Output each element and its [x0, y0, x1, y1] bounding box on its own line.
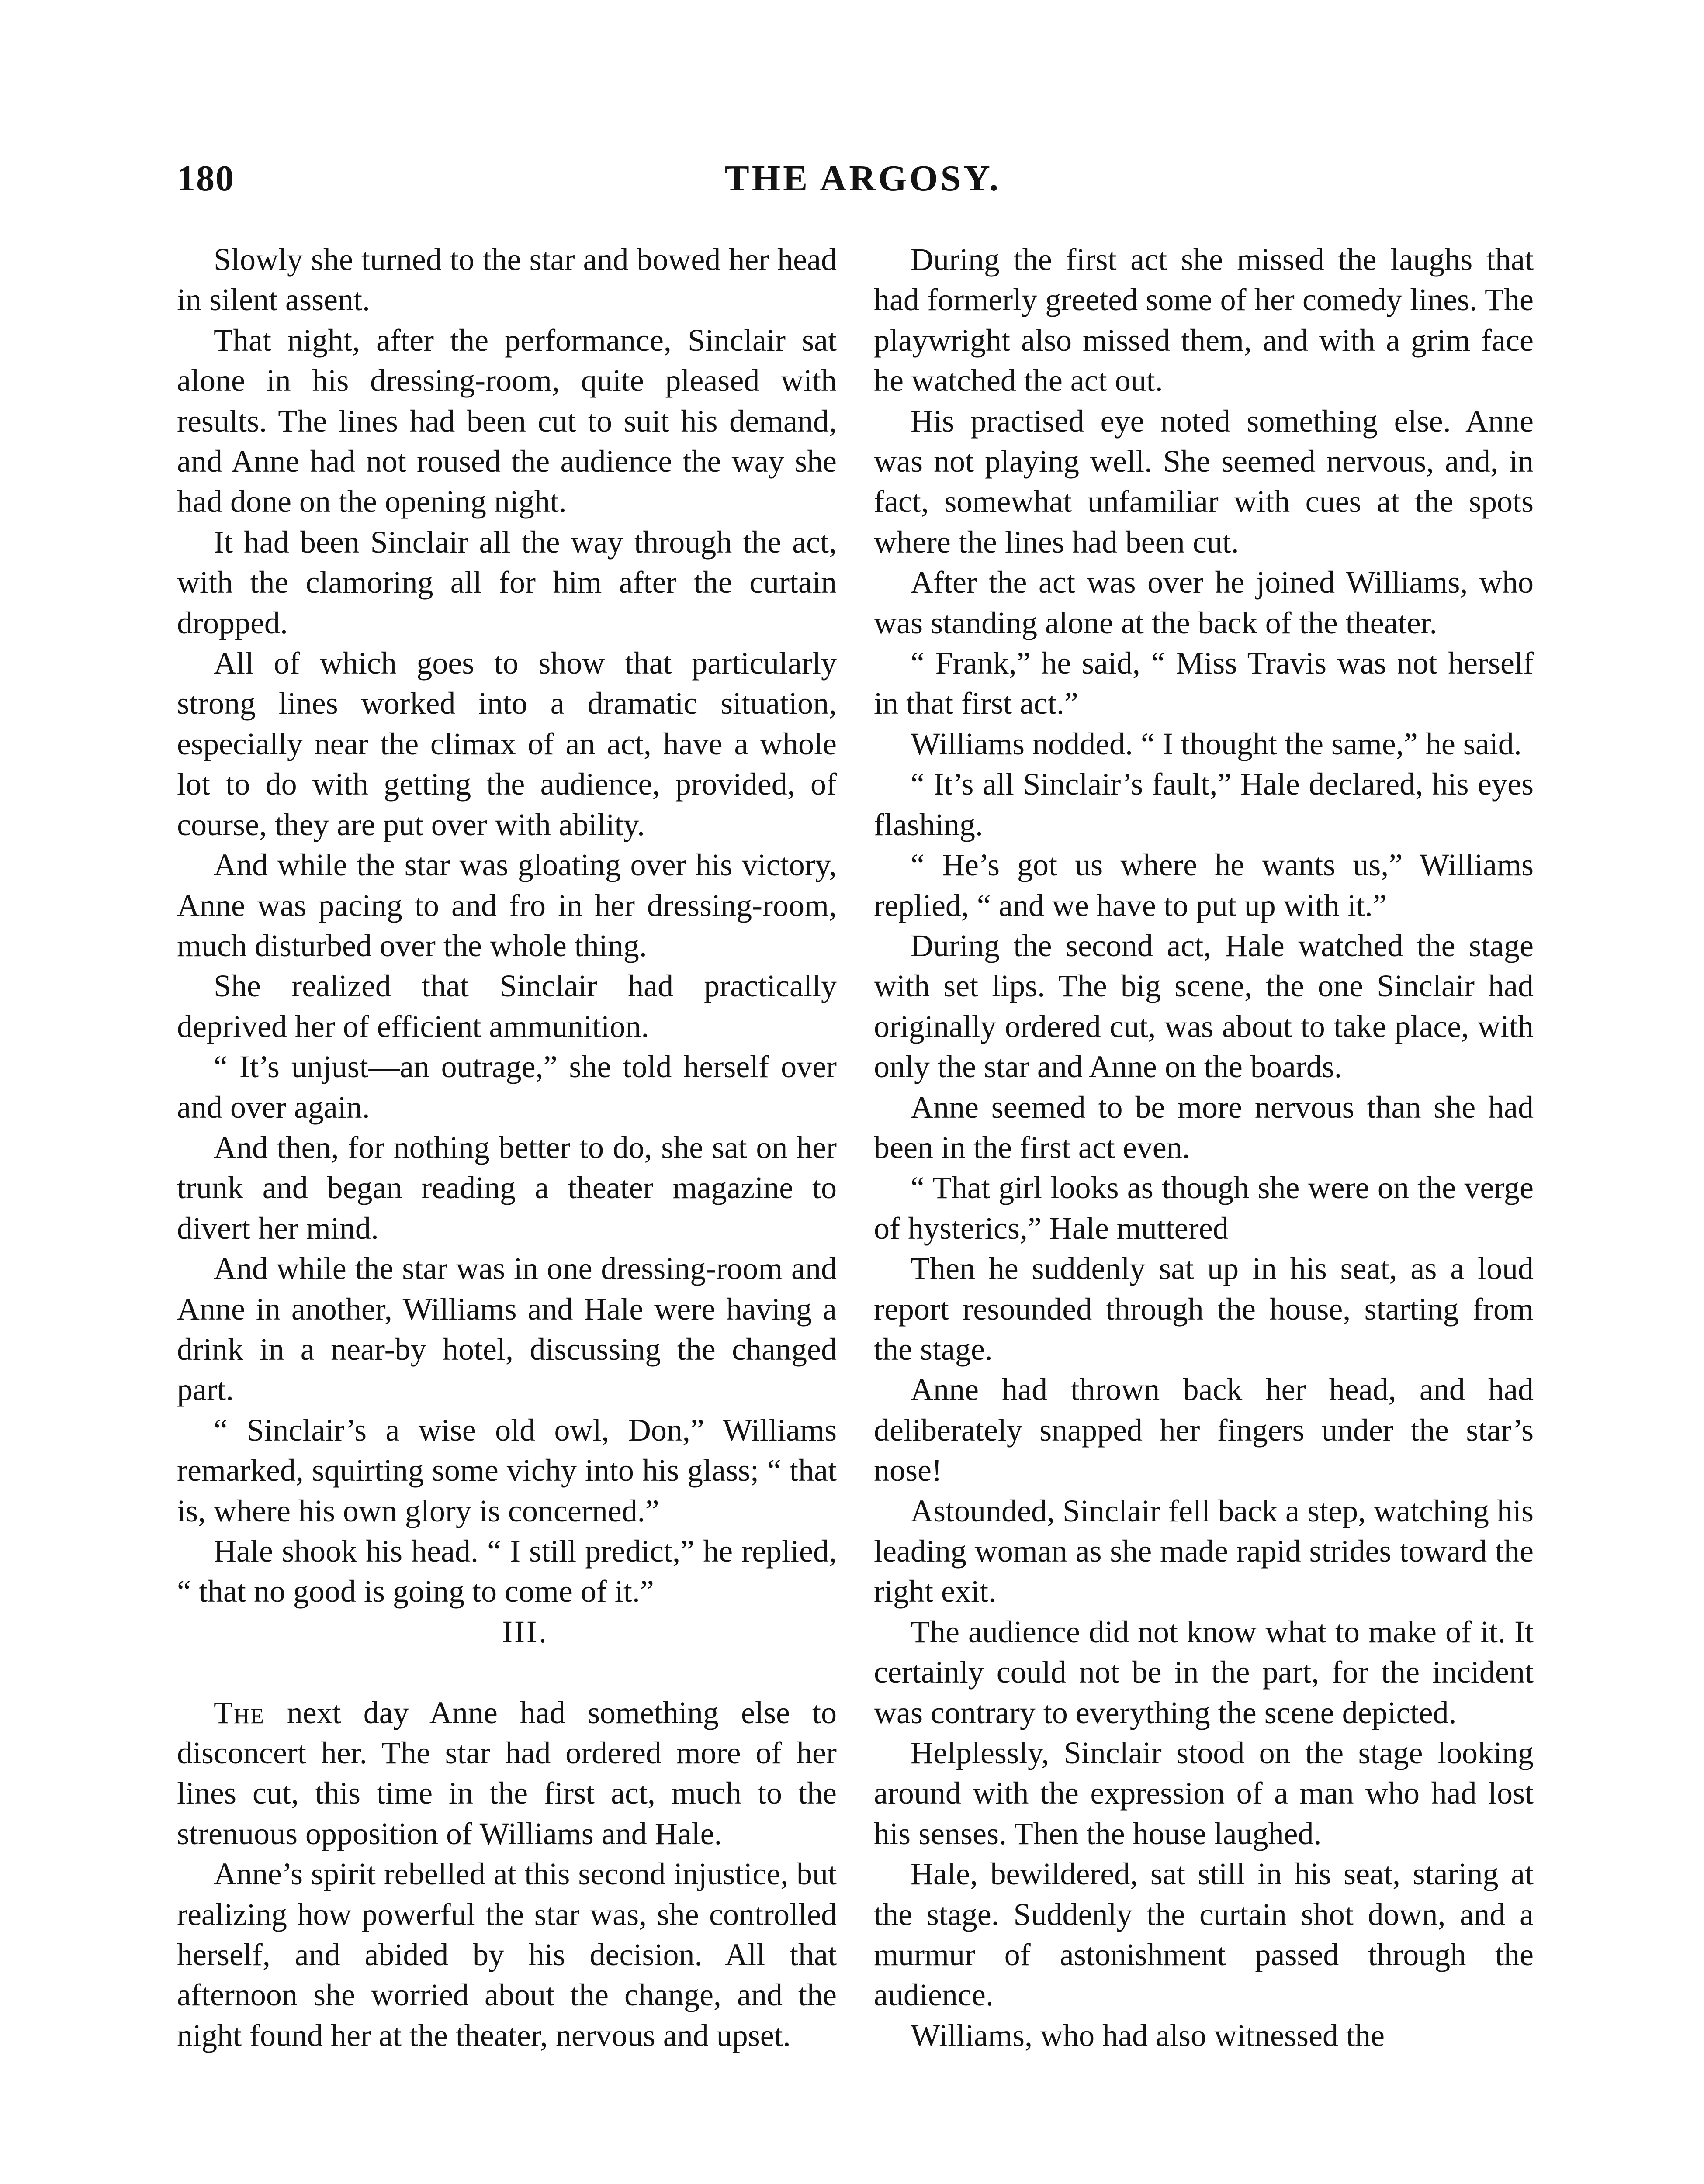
paragraph: Slowly she turned to the star and bowed her head in silent assent. — [177, 242, 837, 318]
paragraph: Hale shook his head. “ I still predict,” he replied, “ that no good is going to come of it.” — [177, 1534, 837, 1609]
paragraph: Then he suddenly sat up in his seat, as a loud report resounded through the house, starting from the stage. — [874, 1251, 1534, 1367]
section-heading: III. — [502, 1614, 548, 1649]
paragraph: “ He’s got us where he wants us,” Williams replied, “ and we have to put up with it.” — [874, 847, 1534, 923]
paragraph: “ It’s unjust—an outrage,” she told herself over and over again. — [177, 1049, 837, 1125]
small-caps-lead-word: The — [214, 1695, 265, 1730]
paragraph: And then, for nothing better to do, she sat on her trunk and began reading a theater magazine to divert her mind. — [177, 1130, 837, 1246]
paragraph: Williams nodded. “ I thought the same,” he said. — [911, 726, 1522, 761]
running-title: THE ARGOSY. — [724, 158, 1001, 199]
paragraph: That night, after the performance, Sinclair sat alone in his dressing-room, quite pleased with results. The lines had been cut to suit his demand, and Anne had not roused the audience the way she had done on the opening night. — [177, 322, 837, 519]
paragraph: And while the star was gloating over his victory, Anne was pacing to and fro in her dressing-room, much disturbed over the whole thing. — [177, 847, 837, 963]
paragraph: Astounded, Sinclair fell back a step, watching his leading woman as she made rapid strides toward the right exit. — [874, 1493, 1534, 1609]
paragraph: The audience did not know what to make of it. It certainly could not be in the part, for the incident was contrary to everything the scene depicted. — [874, 1614, 1534, 1730]
paragraph — [177, 1693, 837, 1854]
paragraph: During the second act, Hale watched the stage with set lips. The big scene, the one Sinclair had originally ordered cut, was about to take place, with only the star and Anne on the boards. — [874, 928, 1534, 1085]
paragraph: Williams, who had also witnessed the — [911, 2018, 1385, 2053]
paragraph: It had been Sinclair all the way through the act, with the clamoring all for him after the curtain dropped. — [177, 524, 837, 640]
paragraph: His practised eye noted something else. Anne was not playing well. She seemed nervous, and, in fact, somewhat unfamiliar with cues at the spots where the lines had been cut. — [874, 403, 1534, 560]
paragraph: After the act was over he joined Williams, who was standing alone at the back of the theater. — [874, 565, 1534, 640]
paragraph: All of which goes to show that particularly strong lines worked into a dramatic situation, especially near the climax of an act, have a whole lot to do with getting the audience, provided, of course, they are put over with ability. — [177, 646, 837, 842]
paragraph: Anne seemed to be more nervous than she had been in the first act even. — [874, 1089, 1534, 1165]
paragraph: “ Frank,” he said, “ Miss Travis was not herself in that first act.” — [874, 646, 1534, 721]
paragraph: Hale, bewildered, sat still in his seat, staring at the stage. Suddenly the curtain shot down, and a murmur of astonishment passed through the audience. — [874, 1856, 1534, 2013]
paragraph: “ Sinclair’s a wise old owl, Don,” Williams remarked, squirting some vichy into his glass; “ that is, where his own glory is concerned.” — [177, 1412, 837, 1528]
paragraph: During the first act she missed the laughs that had formerly greeted some of her comedy lines. The playwright also missed them, and with a grim face he watched the act out. — [874, 242, 1534, 398]
paragraph: “ That girl looks as though she were on the verge of hysterics,” Hale muttered — [874, 1170, 1534, 1246]
page-number: 180 — [177, 158, 235, 199]
page-header — [177, 157, 1549, 210]
right-column — [874, 239, 1534, 2056]
paragraph: Helplessly, Sinclair stood on the stage looking around with the expression of a man who had lost his senses. Then the house laughed. — [874, 1735, 1534, 1851]
paragraph: She realized that Sinclair had practically deprived her of efficient ammunition. — [177, 968, 837, 1044]
left-column — [177, 239, 837, 2056]
paragraph: Anne’s spirit rebelled at this second injustice, but realizing how powerful the star was, she controlled herself, and abided by his decision. All that afternoon she worried about the change, and the night found her at the theater, nervous and upset. — [177, 1856, 837, 2053]
paragraph: And while the star was in one dressing-room and Anne in another, Williams and Hale were having a drink in a near-by hotel, discussing the changed part. — [177, 1251, 837, 1407]
paragraph-text: next day Anne had something else to disconcert her. The star had ordered more of her lines cut, this time in the first act, much to the strenuous opposition of Williams and Hale. — [177, 1695, 837, 1851]
paragraph: “ It’s all Sinclair’s fault,” Hale declared, his eyes flashing. — [874, 767, 1534, 842]
paragraph: Anne had thrown back her head, and had deliberately snapped her fingers under the star’s nose! — [874, 1372, 1534, 1488]
